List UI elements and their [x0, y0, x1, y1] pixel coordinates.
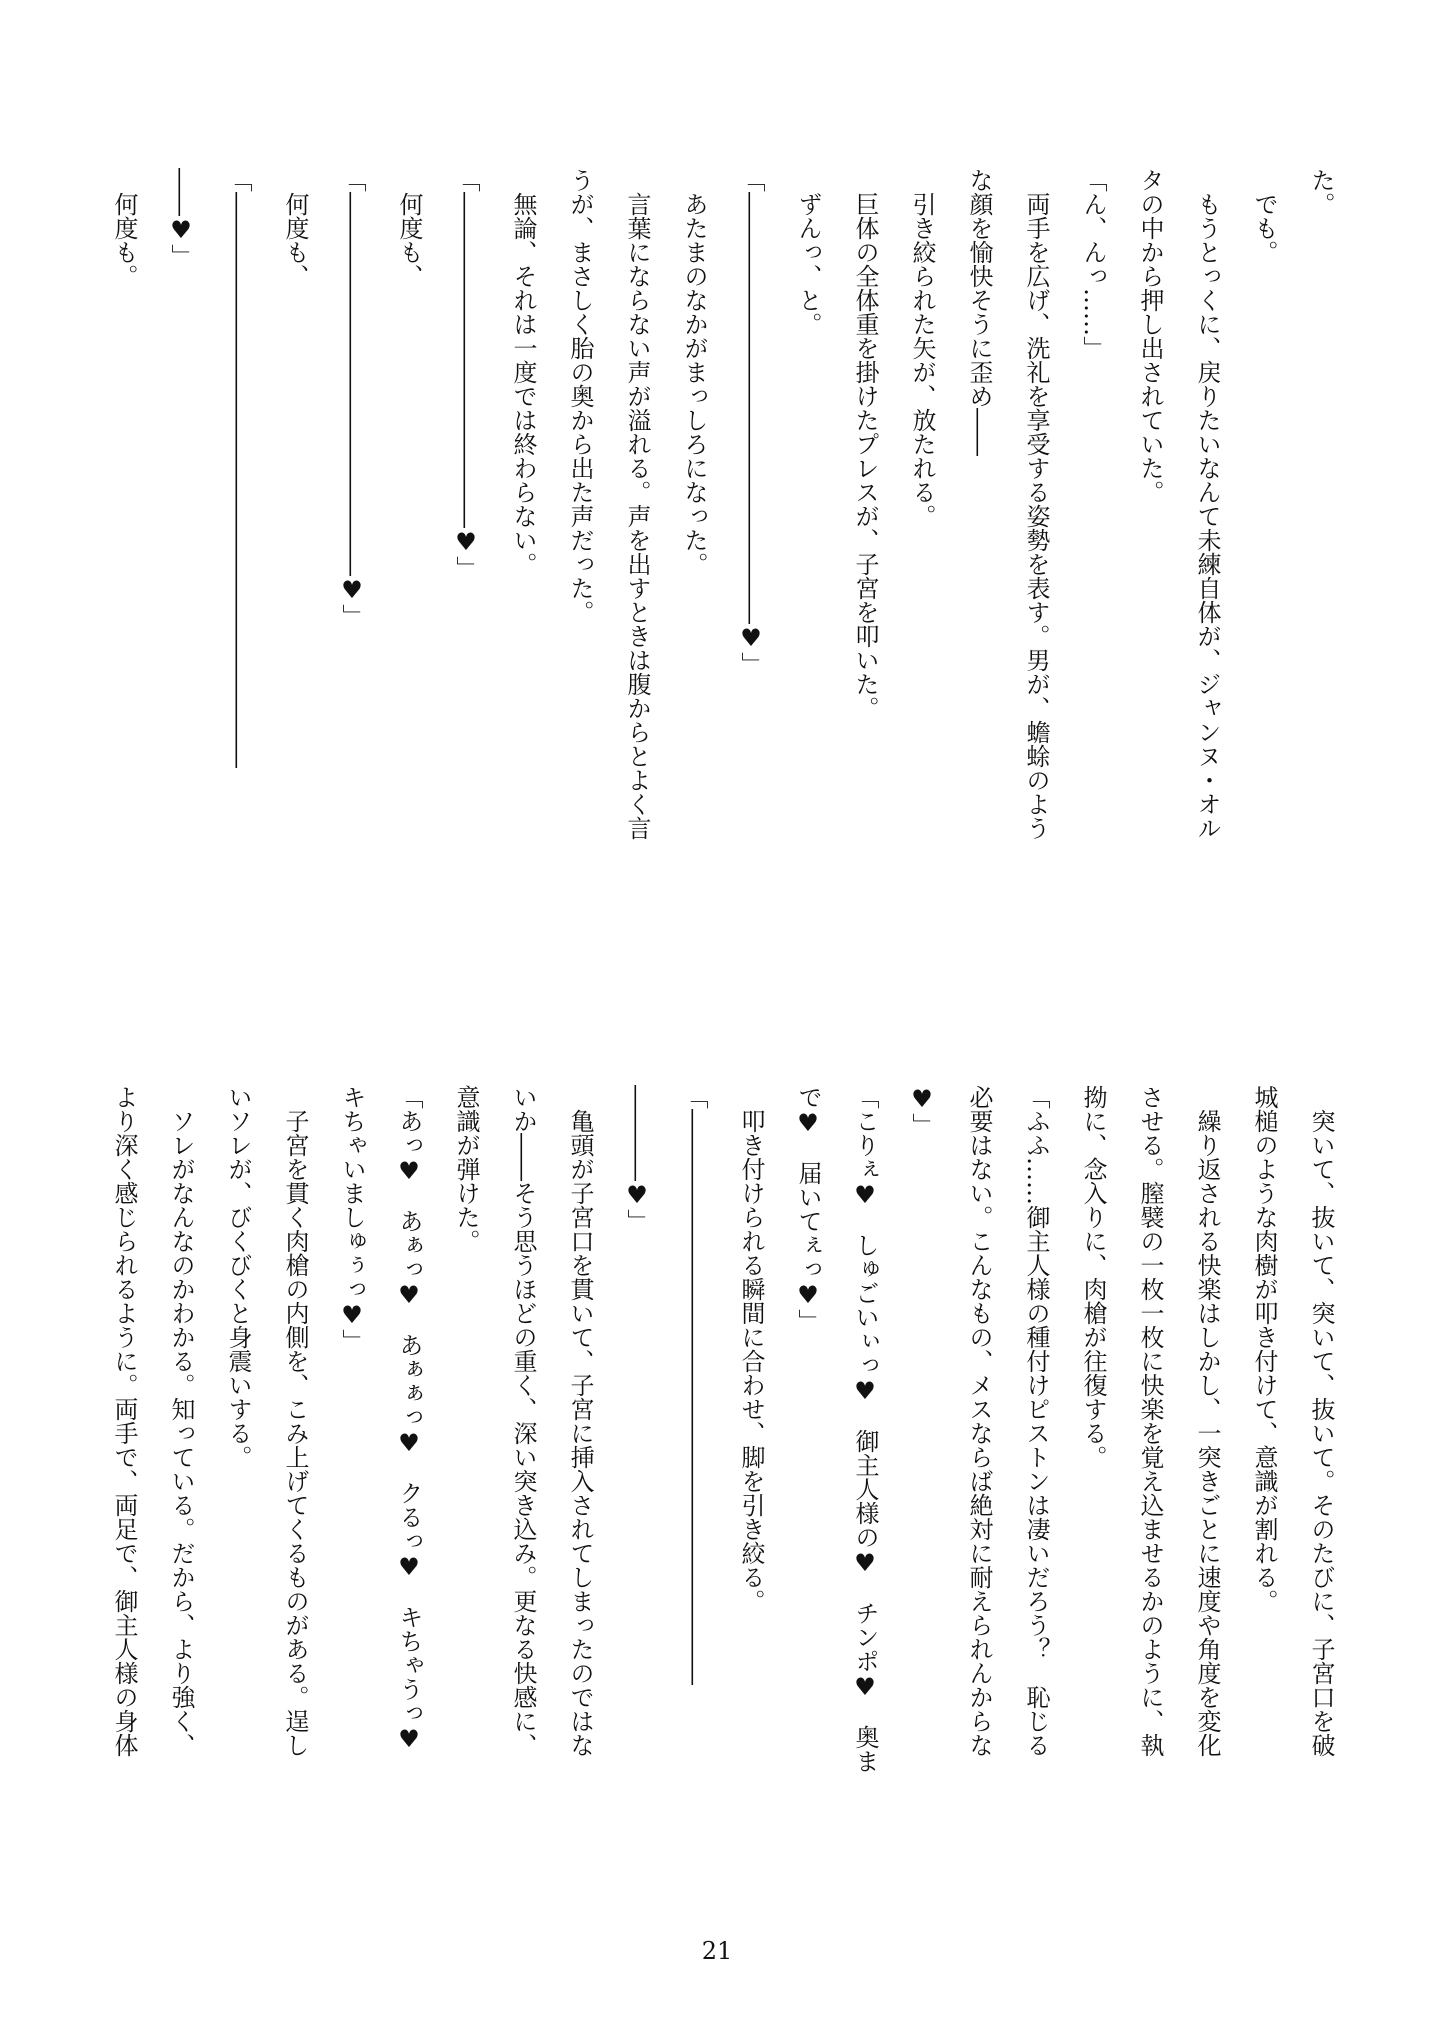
text-line: 叩き付けられる瞬間に合わせ、脚を引き絞る。 — [737, 1085, 765, 1613]
text-line: いソレが、びくびくと身震いする。 — [224, 1085, 252, 1469]
text-line: 「―――――――――――――――――――――――― — [680, 1085, 708, 1685]
text-line: 意識が弾けた。 — [452, 1085, 480, 1253]
text-line: ――――♥」 — [623, 1085, 651, 1233]
text-line: 何度も。 — [110, 168, 138, 288]
text-line: 何度も、 — [395, 168, 423, 288]
text-line: 「あっ♥ あぁっ♥ あぁぁっ♥ クるっ♥ キちゃうっ♥ — [395, 1085, 423, 1753]
text-line: 子宮を貫く肉槍の内側を、こみ上げてくるものがある。逞し — [281, 1085, 309, 1757]
text-line: 「――――――――――――――――♥」 — [338, 168, 366, 628]
text-line: 引き絞られた矢が、放たれる。 — [908, 168, 936, 528]
text-line: 無論、それは一度では終わらない。 — [509, 168, 537, 576]
text-line: 「ん、んっ……」 — [1079, 168, 1107, 360]
text-line: 言葉にならない声が溢れる。声を出すときは腹からとよく言 — [623, 168, 651, 840]
text-line: 両手を広げ、洗礼を享受する姿勢を表す。男が、蟾蜍のよう — [1022, 168, 1050, 840]
text-line: ――♥」 — [167, 168, 195, 268]
text-line: より深く感じられるように。両手で、両足で、御主人様の身体 — [110, 1085, 138, 1757]
text-line: で♥ 届いてぇっ♥」 — [794, 1085, 822, 1333]
text-line: 拗に、念入りに、肉槍が往復する。 — [1079, 1085, 1107, 1469]
text-line: 「ふふ……御主人様の種付けピストンは凄いだろう？ 恥じる — [1022, 1085, 1050, 1757]
page-number: 21 — [701, 1937, 733, 1965]
text-line: 「―――――――――――――――――――――――― — [224, 168, 252, 768]
text-line: 突いて、抜いて、突いて、抜いて。そのたびに、子宮口を破 — [1307, 1085, 1335, 1757]
text-line: た。 — [1307, 168, 1335, 216]
bottom-text-block — [110, 1085, 1349, 1925]
text-line: 城槌のような肉樹が叩き付けて、意識が割れる。 — [1250, 1085, 1278, 1613]
text-line: ♥」 — [908, 1085, 936, 1137]
text-line: うが、まさしく胎の奥から出た声だった。 — [566, 168, 594, 624]
text-line: 必要はない。こんなもの、メスならば絶対に耐えられんからな — [965, 1085, 993, 1757]
text-line: 何度も、 — [281, 168, 309, 288]
text-line: ソレがなんなのかわかる。知っている。だから、より強く、 — [167, 1085, 195, 1757]
text-line: 繰り返される快楽はしかし、一突きごとに速度や角度を変化 — [1193, 1085, 1221, 1757]
text-line: キちゃいましゅぅっ♥」 — [338, 1085, 366, 1353]
text-line: 亀頭が子宮口を貫いて、子宮に挿入されてしまったのではな — [566, 1085, 594, 1757]
text-line: いか――そう思うほどの重く、深い突き込み。更なる快感に、 — [509, 1085, 537, 1757]
text-line: 巨体の全体重を掛けたプレスが、子宮を叩いた。 — [851, 168, 879, 720]
text-line: あたまのなかがまっしろになった。 — [680, 168, 708, 576]
text-line: 「――――――――――――――――――♥」 — [737, 168, 765, 676]
text-line: タの中から押し出されていた。 — [1136, 168, 1164, 504]
text-line: もうとっくに、戻りたいなんて未練自体が、ジャンヌ・オル — [1193, 168, 1221, 840]
text-line: 「こりぇ♥ しゅごいぃっ♥ 御主人様の♥ チンポ♥ 奥ま — [851, 1085, 879, 1773]
text-line: 「――――――――――――――♥」 — [452, 168, 480, 580]
top-text-block — [110, 168, 1349, 1008]
text-line: でも。 — [1250, 168, 1278, 264]
text-line: させる。膣襞の一枚一枚に快楽を覚え込ませるかのように、執 — [1136, 1085, 1164, 1757]
text-line: な顔を愉快そうに歪め―― — [965, 168, 993, 456]
text-line: ずんっ、と。 — [794, 168, 822, 336]
